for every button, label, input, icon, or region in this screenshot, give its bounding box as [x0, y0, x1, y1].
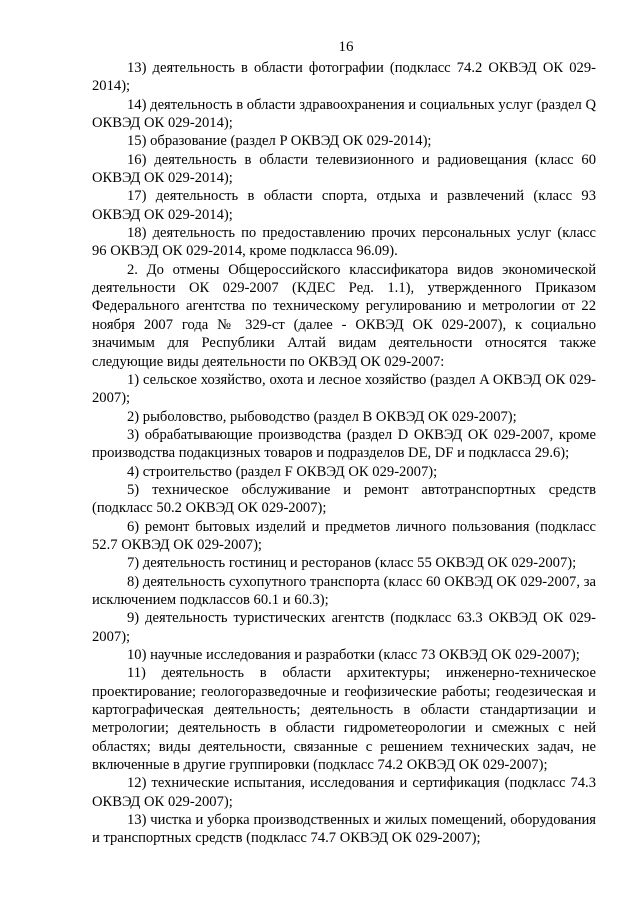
list-item-social-activity: 17) деятельность в области спорта, отдыха и развлечений (класс 93 ОКВЭД ОК 029-2014); — [92, 188, 596, 223]
list-item-okved-2007: 7) деятельность гостиниц и ресторанов (класс 55 ОКВЭД ОК 029-2007); — [127, 555, 577, 572]
document-page — [92, 38, 596, 848]
list-item-social-activity: 16) деятельность в области телевизионного и радиовещания (класс 60 ОКВЭД ОК 029-2014); — [92, 151, 596, 187]
list-item-okved-2007: 6) ремонт бытовых изделий и предметов личного пользования (подкласс 52.7 ОКВЭД ОК 029-2007); — [92, 518, 596, 553]
section-paragraph: 2. До отмены Общероссийского классификатора видов экономической деятельности ОК 029-2007 (КДЕС Ред. 1.1), утвержденного Приказом Федерального агентства по техническому регулированию и метрологии от 22 ноября 2007 года № 329-ст (далее - ОКВЭД ОК 029-2007), к социально значимым для Республики Алтай видам деятельности относятся также следующие виды деятельности по ОКВЭД ОК 029-2007: — [92, 261, 596, 370]
list-item-okved-2007: 3) обрабатывающие производства (раздел D ОКВЭД ОК 029-2007, кроме производства подакцизных товаров и подразделов DE, DF и подкласса 29.6); — [92, 426, 596, 462]
list-item-social-activity: 15) образование (раздел P ОКВЭД ОК 029-2014); — [127, 133, 432, 150]
page-number: 16 — [338, 39, 354, 55]
list-item-okved-2007: 9) деятельность туристических агентств (подкласс 63.3 ОКВЭД ОК 029-2007); — [92, 610, 596, 645]
list-item-okved-2007: 11) деятельность в области архитектуры; инженерно-техническое проектирование; геологоразведочные и геофизические работы; геодезическая и картографическая деятельность; деятельность в области стандартизации и метрологии; деятельность в области гидрометеорологии и смежных с ней областях; виды деятельности, связанные с решением технических задач, не включенные в другие группировки (подкласс 74.2 ОКВЭД ОК 029-2007); — [92, 665, 596, 774]
list-item-okved-2007: 2) рыболовство, рыбоводство (раздел B ОКВЭД ОК 029-2007); — [127, 408, 517, 425]
list-item-okved-2007: 1) сельское хозяйство, охота и лесное хозяйство (раздел A ОКВЭД ОК 029-2007); — [92, 371, 596, 407]
list-item-okved-2007: 5) техническое обслуживание и ремонт автотранспортных средств (подкласс 50.2 ОКВЭД ОК 029-2007); — [92, 481, 596, 517]
list-item-okved-2007: 4) строительство (раздел F ОКВЭД ОК 029-2007); — [127, 463, 438, 480]
list-item-social-activity: 13) деятельность в области фотографии (подкласс 74.2 ОКВЭД ОК 029-2014); — [92, 60, 596, 95]
list-item-okved-2007: 8) деятельность сухопутного транспорта (класс 60 ОКВЭД ОК 029-2007, за исключением подклассов 60.1 и 60.3); — [92, 573, 596, 608]
list-item-social-activity: 18) деятельность по предоставлению прочих персональных услуг (класс 96 ОКВЭД ОК 029-2014, кроме подкласса 96.09). — [92, 225, 596, 260]
list-item-okved-2007: 10) научные исследования и разработки (класс 73 ОКВЭД ОК 029-2007); — [127, 647, 580, 663]
list-item-social-activity: 14) деятельность в области здравоохранения и социальных услуг (раздел Q ОКВЭД ОК 029-2014); — [92, 96, 596, 132]
list-item-okved-2007: 13) чистка и уборка производственных и жилых помещений, оборудования и транспортных средств (подкласс 74.7 ОКВЭД ОК 029-2007); — [92, 812, 596, 847]
list-item-okved-2007: 12) технические испытания, исследования и сертификация (подкласс 74.3 ОКВЭД ОК 029-2007); — [92, 775, 596, 810]
